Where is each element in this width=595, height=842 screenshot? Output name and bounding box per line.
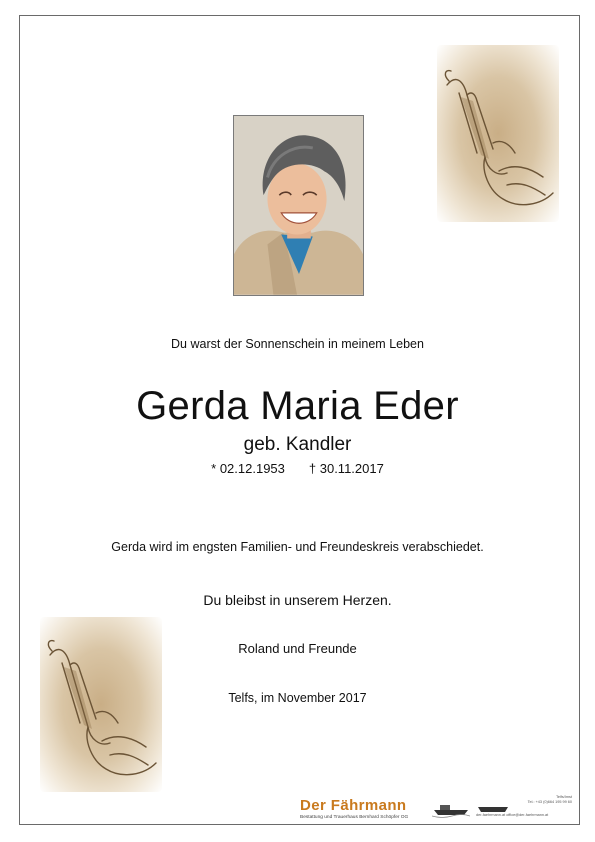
motto-text: Du warst der Sonnenschein in meinem Leben xyxy=(171,337,424,351)
company-subtitle: Bestattung und Trauerhaus Bernhard Schöpfer OG xyxy=(300,815,409,820)
birth-date: * 02.12.1953 xyxy=(211,461,285,476)
contact-block xyxy=(496,795,572,805)
ferry-boat-icon xyxy=(432,800,470,818)
company-logo xyxy=(300,797,408,820)
contact-email: office@der-faehrmann.at xyxy=(506,813,549,817)
death-date: † 30.11.2017 xyxy=(308,461,384,476)
praying-hands-icon xyxy=(437,45,559,222)
life-dates xyxy=(0,461,595,476)
farewell-text: Gerda wird im engsten Familien- und Freundeskreis verabschiedet. xyxy=(111,540,484,554)
contact-web: der-faehrmann.at xyxy=(476,813,506,817)
company-name: Der Fährmann xyxy=(300,797,407,814)
deceased-name: Gerda Maria Eder xyxy=(136,384,459,428)
place-date-text: Telfs, im November 2017 xyxy=(228,691,367,705)
signers-text: Roland und Freunde xyxy=(238,641,357,656)
contact-web-line xyxy=(476,813,548,817)
birth-name: geb. Kandler xyxy=(243,434,352,455)
contact-phone: Tel.: +43 (0)664 195 99 60 xyxy=(527,800,572,804)
contact-city: Telfs/Imst xyxy=(555,795,572,799)
closing-text: Du bleibst in unserem Herzen. xyxy=(203,592,392,608)
portrait-photo xyxy=(233,115,364,296)
